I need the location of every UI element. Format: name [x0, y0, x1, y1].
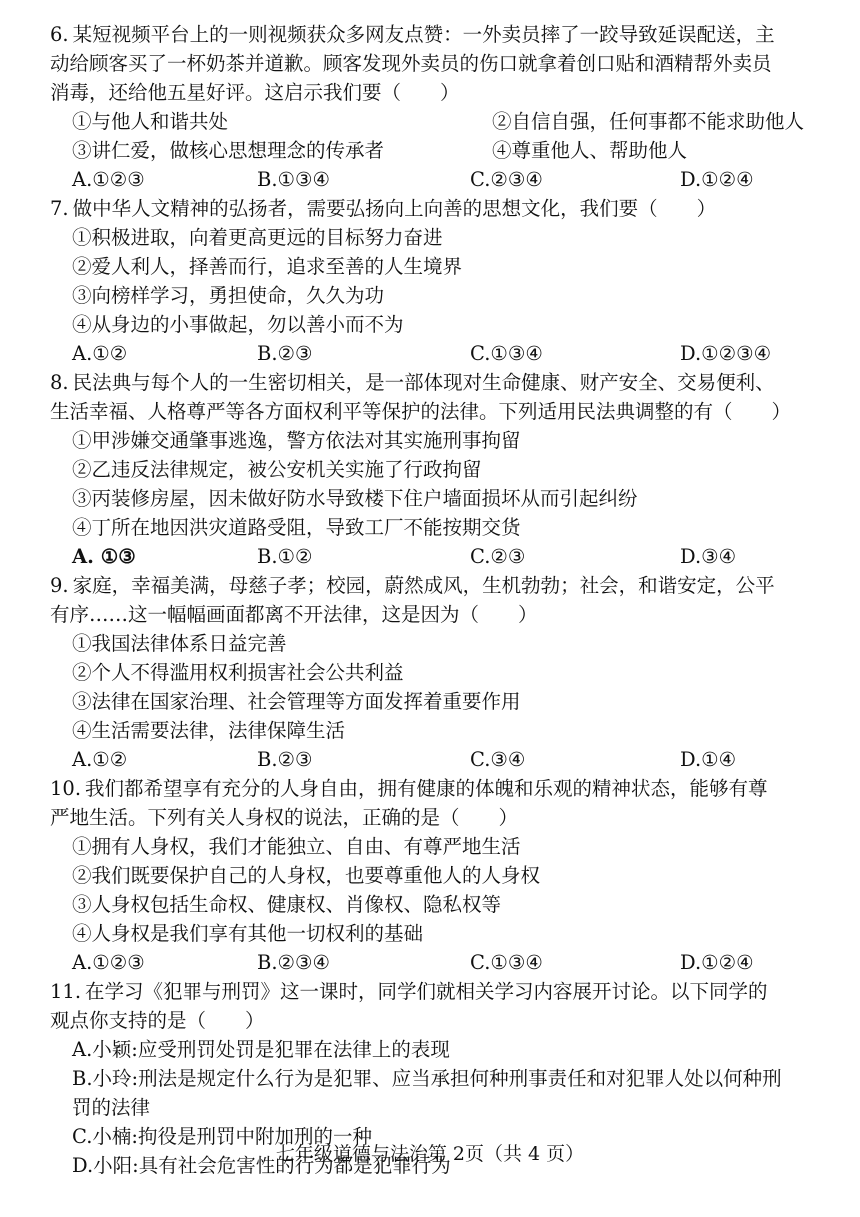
question-7: [50, 194, 820, 368]
answer-choice-c: C.①③④: [470, 342, 543, 365]
option-item: ③讲仁爱，做核心思想理念的传承者: [72, 139, 385, 162]
answer-choice-b: B.①③④: [257, 168, 330, 191]
question-6: [50, 20, 820, 194]
option-item: ②乙违反法律规定，被公安机关实施了行政拘留: [72, 458, 482, 481]
answer-choice-a: A.①②: [72, 342, 128, 365]
answer-choice-a: A. ①③: [72, 545, 136, 568]
answer-choice-b: B.②③: [257, 748, 313, 771]
answer-choice-b-continued: 罚的法律: [72, 1096, 151, 1119]
question-stem: [50, 20, 820, 49]
option-item: ②爱人利人，择善而行，追求至善的人生境界: [72, 255, 463, 278]
question-number: 7.: [50, 197, 69, 220]
stem-line: 消毒，还给他五星好评。这启示我们要（ ）: [50, 81, 460, 104]
option-item: ②我们既要保护自己的人身权，也要尊重他人的人身权: [72, 864, 541, 887]
option-item: ②个人不得滥用权利损害社会公共利益: [72, 661, 404, 684]
answer-choice-a: A.①②③: [72, 951, 145, 974]
option-item: ①积极进取，向着更高更远的目标努力奋进: [72, 226, 443, 249]
question-number: 10.: [50, 777, 82, 800]
option-item: ①甲涉嫌交通肇事逃逸，警方依法对其实施刑事拘留: [72, 429, 521, 452]
question-number: 6.: [50, 23, 69, 46]
question-stem: [50, 774, 820, 803]
option-list: [72, 107, 820, 165]
option-item: ④从身边的小事做起，勿以善小而不为: [72, 313, 404, 336]
option-item: ①我国法律体系日益完善: [72, 632, 287, 655]
stem-line: 家庭，幸福美满，母慈子孝；校园，蔚然成风，生机勃勃；社会，和谐安定，公平: [72, 574, 775, 597]
question-10: [50, 774, 820, 977]
option-item: ④生活需要法律，法律保障生活: [72, 719, 346, 742]
question-stem: [50, 571, 820, 600]
question-stem: [50, 194, 820, 223]
stem-line: 动给顾客买了一杯奶茶并道歉。顾客发现外卖员的伤口就拿着创口贴和酒精帮外卖员: [50, 52, 772, 75]
option-item: ③向榜样学习，勇担使命，久久为功: [72, 284, 385, 307]
stem-line: 某短视频平台上的一则视频获众多网友点赞：一外卖员摔了一跤导致延误配送，主: [72, 23, 775, 46]
answer-choice-d: D.①②④: [680, 951, 754, 974]
answer-choice-d: D.①④: [680, 748, 737, 771]
answer-choices: [72, 745, 820, 774]
answer-choice-a: A.①②: [72, 748, 128, 771]
option-item: ①拥有人身权，我们才能独立、自由、有尊严地生活: [72, 835, 521, 858]
stem-line: 生活幸福、人格尊严等各方面权利平等保护的法律。下列适用民法典调整的有（ ）: [50, 400, 792, 423]
answer-choice-d: D.小阳:具有社会危害性的行为都是犯罪行为: [72, 1154, 451, 1177]
answer-choice-b: B.②③④: [257, 951, 330, 974]
stem-line: 观点你支持的是（ ）: [50, 1009, 265, 1032]
question-number: 8.: [50, 371, 69, 394]
option-item: ③丙装修房屋，因未做好防水导致楼下住户墙面损坏从而引起纠纷: [72, 487, 638, 510]
option-item: ①与他人和谐共处: [72, 110, 229, 133]
answer-choices: [72, 542, 820, 571]
answer-choices: [72, 339, 820, 368]
stem-line: 严地生活。下列有关人身权的说法，正确的是（ ）: [50, 806, 519, 829]
stem-line: 做中华人文精神的弘扬者，需要弘扬向上向善的思想文化，我们要（ ）: [72, 197, 717, 220]
answer-choice-c: C.②③④: [470, 168, 543, 191]
answer-choice-d: D.①②③④: [680, 342, 772, 365]
answer-choices: [72, 948, 820, 977]
option-item: ④丁所在地因洪灾道路受阻，导致工厂不能按期交货: [72, 516, 521, 539]
question-stem: [50, 977, 820, 1006]
option-item: ③法律在国家治理、社会管理等方面发挥着重要作用: [72, 690, 521, 713]
answer-choice-c: C.②③: [470, 545, 526, 568]
question-number: 9.: [50, 574, 69, 597]
stem-line: 在学习《犯罪与刑罚》这一课时，同学们就相关学习内容展开讨论。以下同学的: [85, 980, 768, 1003]
page-footer: 七年级道德与法治第 2页（共 4 页）: [275, 1143, 585, 1165]
answer-choice-d: D.①②④: [680, 168, 754, 191]
question-8: [50, 368, 820, 571]
option-item: ②自信自强，任何事都不能求助他人: [492, 110, 805, 133]
question-9: [50, 571, 820, 774]
answer-choices: [72, 165, 820, 194]
answer-choice-c: C.③④: [470, 748, 526, 771]
question-number: 11.: [50, 980, 82, 1003]
answer-choice-a: A.小颖:应受刑罚处罚是犯罪在法律上的表现: [72, 1038, 450, 1061]
option-item: ④尊重他人、帮助他人: [492, 139, 688, 162]
answer-choice-b: B.小玲:刑法是规定什么行为是犯罪、应当承担何种刑事责任和对犯罪人处以何种刑: [72, 1067, 782, 1090]
stem-line: 有序……这一幅幅画面都离不开法律，这是因为（ ）: [50, 603, 538, 626]
option-item: ④人身权是我们享有其他一切权利的基础: [72, 922, 424, 945]
stem-line: 民法典与每个人的一生密切相关，是一部体现对生命健康、财产安全、交易便利、: [72, 371, 775, 394]
option-item: ③人身权包括生命权、健康权、肖像权、隐私权等: [72, 893, 502, 916]
answer-choice-a: A.①②③: [72, 168, 145, 191]
answer-choice-d: D.③④: [680, 545, 737, 568]
question-stem: [50, 368, 820, 397]
answer-choice-c: C.小楠:拘役是刑罚中附加刑的一种: [72, 1125, 372, 1148]
answer-choice-b: B.②③: [257, 342, 313, 365]
stem-line: 我们都希望享有充分的人身自由，拥有健康的体魄和乐观的精神状态，能够有尊: [85, 777, 768, 800]
answer-choice-c: C.①③④: [470, 951, 543, 974]
answer-choice-b: B.①②: [257, 545, 313, 568]
